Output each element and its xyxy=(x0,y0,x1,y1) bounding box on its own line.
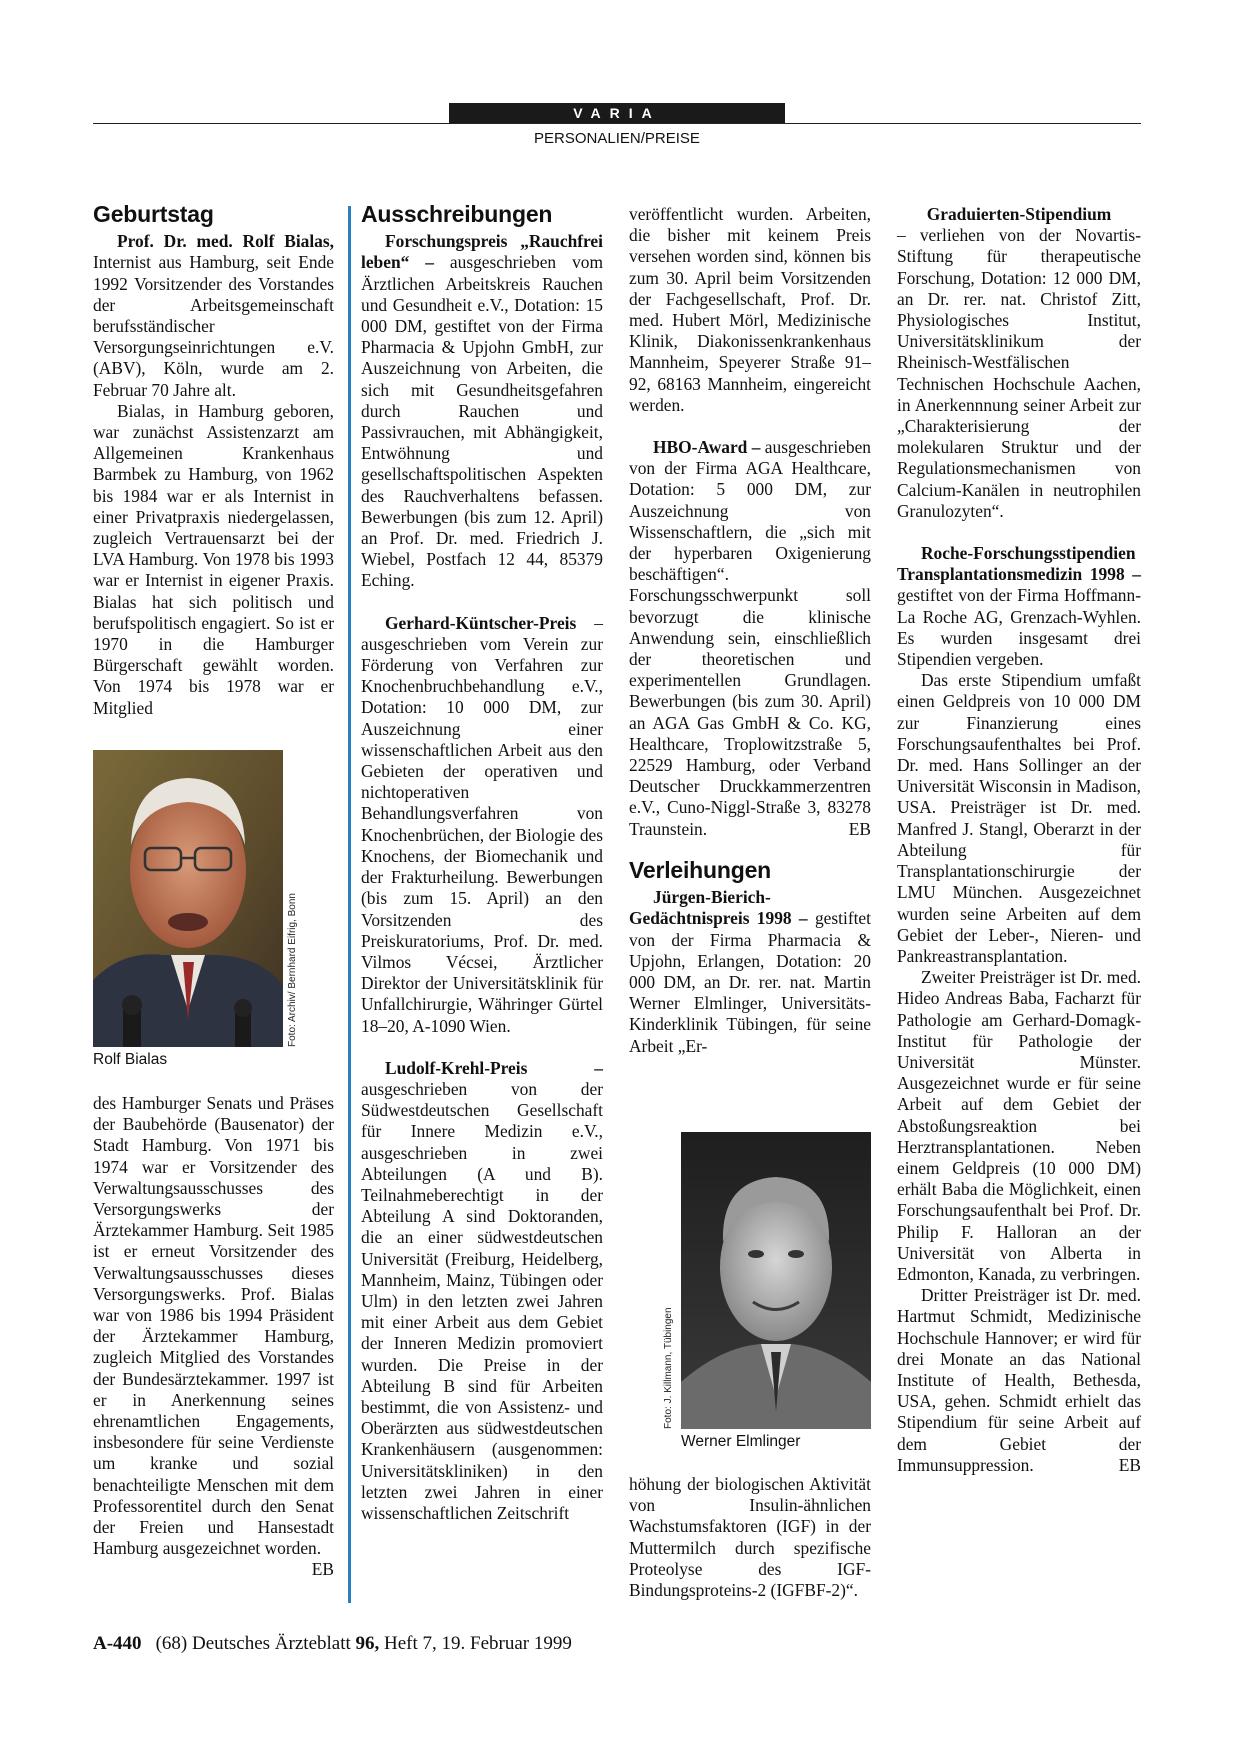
column-4 xyxy=(897,204,1141,1476)
portrait-image xyxy=(681,1132,871,1429)
portrait-image xyxy=(93,750,283,1047)
prize-name: Roche-Forschungsstipendien Transplantationsmedizin 1998 – xyxy=(897,543,1141,585)
footer-journal: (68) Deutsches Ärzteblatt xyxy=(155,1633,356,1654)
column-divider xyxy=(348,206,351,1603)
section-subtitle: PERSONALIEN/PREISE xyxy=(534,130,700,147)
paragraph-text: Internist aus Hamburg, seit Ende 1992 Vorsitzender des Vorstandes der Arbeitsgemeinschaft berufsständischer Versorgungseinrichtungen e.V. (ABV), Köln, wurde am 2. Februar 70 Jahre alt. xyxy=(93,252,334,400)
paragraph: Zweiter Preisträger ist Dr. med. Hideo Andreas Baba, Facharzt für Pathologie am Gerhard-Domagk-Institut für Pathologie der Universität Münster. Ausgezeichnet wurde er für seine Arbeit auf dem Gebiet der Abstoßungsreaktion bei Herztransplantationen. Neben einem Geldpreis (10 000 DM) erhält Baba die Möglichkeit, einen Forschungsaufenthalt bei Prof. Dr. Philip F. Halloran an der Universität von Alberta in Edmonton, Kanada, zu verbringen. xyxy=(897,967,1141,1284)
paragraph xyxy=(361,613,603,1037)
paragraph xyxy=(897,1285,1141,1476)
section-banner: VARIA xyxy=(449,103,785,123)
prize-name: HBO-Award – xyxy=(653,437,761,458)
paragraph-text: ausgeschrieben von der Südwestdeutschen Gesellschaft für Innere Medizin e.V., ausgeschrieben in zwei Abteilungen (A und B). Teilnahmeberechtigt in der Abteilung A sind Doktoranden, die an einer südwestdeutschen Universität (Freiburg, Heidelberg, Mannheim, Mainz, Tübingen oder Ulm) in den letzten zwei Jahren mit einer Arbeit aus dem Gebiet der Inneren Medizin promoviert wurden. Die Preise in der Abteilung B sind für Arbeiten bestimmt, die von Assistenz- und Oberärzten aus südwestdeutschen Krankenhäusern (ausgenommen: Universitätskliniken) in den letzten zwei Jahren in einer wissenschaftlichen Zeitschrift xyxy=(361,1078,603,1523)
paragraph-text: des Hamburger Senats und Präses der Baubehörde (Bausenator) der Stadt Hamburg. Von 1971 bis 1974 war er Vorsitzender des Verwaltungsausschusses des Versorgungswerks der Ärztekammer Hamburg. Seit 1985 ist er erneut Vorsitzender des Verwaltungsausschusses dieses Versorgungswerks. Prof. Bialas war von 1986 bis 1994 Präsident der Ärztekammer Hamburg, zugleich Mitglied des Vorstandes der Bundesärztekammer. 1997 ist er in Anerkennung seines ehrenamtlichen Engagements, insbesondere für seine Verdienste um kranke und sozial benachteiligte Menschen mit dem Professorentitel durch den Senat der Freien und Hansestadt Hamburg ausgezeichnet worden. xyxy=(93,1093,334,1559)
photo-caption: Rolf Bialas xyxy=(93,1051,168,1068)
prize-name: Forschungspreis „Rauchfrei leben“ – xyxy=(361,231,603,273)
paragraph xyxy=(93,231,334,401)
footer-issue: Heft 7, 19. Februar 1999 xyxy=(379,1633,572,1654)
paragraph xyxy=(629,887,871,1057)
photo-caption: Werner Elmlinger xyxy=(681,1433,801,1450)
photo-werner-elmlinger xyxy=(681,1132,871,1429)
paragraph xyxy=(361,1058,603,1524)
subheading xyxy=(897,204,1141,225)
paragraph-text: Dritter Preisträger ist Dr. med. Hartmut Schmidt, Medizinische Hochschule Hannover; er wird für drei Monate an das National Institute of Health, Bethesda, USA, gehen. Schmidt erhielt das Stipendium für seine Arbeit auf dem Gebiet der Immunsuppression. xyxy=(897,1285,1141,1475)
paragraph: Das erste Stipendium umfaßt einen Geldpreis von 10 000 DM zur Finanzierung eines Forschungsaufenthaltes bei Prof. Dr. med. Hans Sollinger an der Universität Wisconsin in Madison, USA. Preisträger ist Dr. med. Manfred J. Stangl, Oberarzt in der Abteilung für Transplantationschirurgie der LMU München. Ausgezeichnet wurden seine Arbeiten auf dem Gebiet der Leber-, Nieren- und Pankreastransplantation. xyxy=(897,670,1141,966)
author-initials: EB xyxy=(848,818,871,839)
author-initials: EB xyxy=(311,1559,334,1580)
paragraph: Bialas, in Hamburg geboren, war zunächst Assistenzarzt am Allgemeinen Krankenhaus Barmbek zu Hamburg, von 1962 bis 1984 war er als Internist in einer Privatpraxis niedergelassen, zugleich Vertrauensarzt bei der LVA Hamburg. Von 1978 bis 1993 war er Internist in eigener Praxis. Bialas hat sich politisch und berufspolitisch engagiert. So ist er 1970 in die Hamburger Bürgerschaft gewählt worden. Von 1974 bis 1978 war er Mitglied xyxy=(93,400,334,718)
photo-credit: Foto: J. Killmann, Tübingen xyxy=(663,1307,674,1429)
paragraph: – verliehen von der Novartis-Stiftung für therapeutische Forschung, Dotation: 12 000 DM, an Dr. rer. nat. Christof Zitt, Physiologisches Institut, Universitätsklinikum der Rheinisch-Westfälischen Technischen Hochschule Aachen, in Anerkennnung seiner Arbeit zur „Charakterisierung der molekularen Struktur und der Regulationsmechanismen von Calcium-Kanälen in neutrophilen Granulozyten“. xyxy=(897,225,1141,521)
paragraph-text: ausgeschrieben vom Ärztlichen Arbeitskreis Rauchen und Gesundheit e.V., Dotation: 15 000 DM, gestiftet von der Firma Pharmacia & Upjohn GmbH, zur Auszeichnung von Arbeiten, die sich mit Gesundheitsgefahren durch Rauchen und Passivrauchen, mit Abhängigkeit, Entwöhnung und gesellschaftspolitischen Aspekten des Rauchverhaltens befassen. Bewerbungen (bis zum 12. April) an Prof. Dr. med. Friedrich J. Wiebel, Postfach 12 44, 85379 Eching. xyxy=(361,252,603,591)
page-footer xyxy=(93,1633,572,1655)
paragraph xyxy=(93,1093,334,1580)
prize-name: Graduierten-Stipendium xyxy=(926,204,1112,224)
photo-credit: Foto: Archiv/ Bernhard Eifrig, Bonn xyxy=(287,893,298,1047)
paragraph: veröffentlicht wurden. Arbeiten, die bisher mit keinem Preis versehen worden sind, können bis zum 30. April beim Vorsitzenden der Fachgesellschaft, Prof. Dr. med. Hubert Mörl, Medizinische Klinik, Diakonissenkrankenhaus Mannheim, Speyerer Straße 91–92, 68163 Mannheim, eingereicht werden. xyxy=(629,204,871,415)
page-number: A-440 xyxy=(93,1633,142,1654)
paragraph xyxy=(361,231,603,591)
heading-geburtstag: Geburtstag xyxy=(93,201,214,227)
heading-verleihungen: Verleihungen xyxy=(629,856,772,883)
paragraph-text: – ausgeschrieben vom Verein zur Förderung von Verfahren zur Knochenbruchbehandlung e.V., Dotation: 10 000 DM, zur Auszeichnung einer wissenschaftlichen Arbeit aus den Gebieten der operativen und nichtoperativen Behandlungsverfahren von Knochenbrüchen, der Biologie des Knochens, der Biomechanik und der Frakturheilung. Bewerbungen (bis zum 15. April) an den Vorsitzenden des Preiskuratoriums, Prof. Dr. med. Vilmos Vécsei, Ärztlicher Direktor der Universitätsklinik für Unfallchirurgie, Währinger Gürtel 18–20, A-1090 Wien. xyxy=(361,612,603,1036)
paragraph xyxy=(897,543,1141,670)
paragraph-text: gestiftet von der Firma Hoffmann-La Roche AG, Grenzach-Wyhlen. Es wurden insgesamt drei Stipendien vergeben. xyxy=(897,585,1141,670)
prize-name: Gerhard-Küntscher-Preis xyxy=(385,612,577,633)
paragraph-text: gestiftet von der Firma Pharmacia & Upjohn, Erlangen, Dotation: 20 000 DM, an Dr. rer. nat. Martin Werner Elmlinger, Universitäts-Kinderklinik Tübingen, für seine Arbeit „Er- xyxy=(629,908,871,1056)
column-3-continued xyxy=(629,1474,871,1601)
header-rule xyxy=(93,123,1141,124)
author-initials: EB xyxy=(1118,1454,1141,1475)
lead-name: Prof. Dr. med. Rolf Bialas, xyxy=(117,231,334,252)
prize-name: Ludolf-Krehl-Preis – xyxy=(385,1057,603,1078)
column-2 xyxy=(361,201,603,1524)
heading-ausschreibungen: Ausschreibungen xyxy=(361,201,553,227)
paragraph xyxy=(629,437,871,840)
photo-rolf-bialas xyxy=(93,750,283,1047)
prize-name: Jürgen-Bierich-Gedächtnispreis 1998 – xyxy=(629,887,808,929)
footer-volume: 96, xyxy=(355,1633,380,1654)
column-1 xyxy=(93,201,334,719)
paragraph: höhung der biologischen Aktivität von Insulin-ähnlichen Wachstumsfaktoren (IGF) in der Muttermilch durch spezifische Proteolyse des IGF-Bindungsproteins-2 (IGFBF-2)“. xyxy=(629,1474,871,1601)
paragraph-text: ausgeschrieben von der Firma AGA Healthcare, Dotation: 5 000 DM, zur Auszeichnung von Wissenschaftlern, die „sich mit der hyperbaren Oxigenierung beschäftigen“. Forschungsschwerpunkt soll bevorzugt die klinische Anwendung sein, einschließlich der theoretischen und experimentellen Grundlagen. Bewerbungen (bis zum 30. April) an AGA Gas GmbH & Co. KG, Healthcare, Troplowitzstraße 5, 22529 Hamburg, oder Verband Deutscher Druckkammerzentren e.V., Cuno-Niggl-Straße 3, 83278 Traunstein. xyxy=(629,437,872,839)
column-3 xyxy=(629,204,871,1057)
column-1-continued xyxy=(93,1093,334,1581)
